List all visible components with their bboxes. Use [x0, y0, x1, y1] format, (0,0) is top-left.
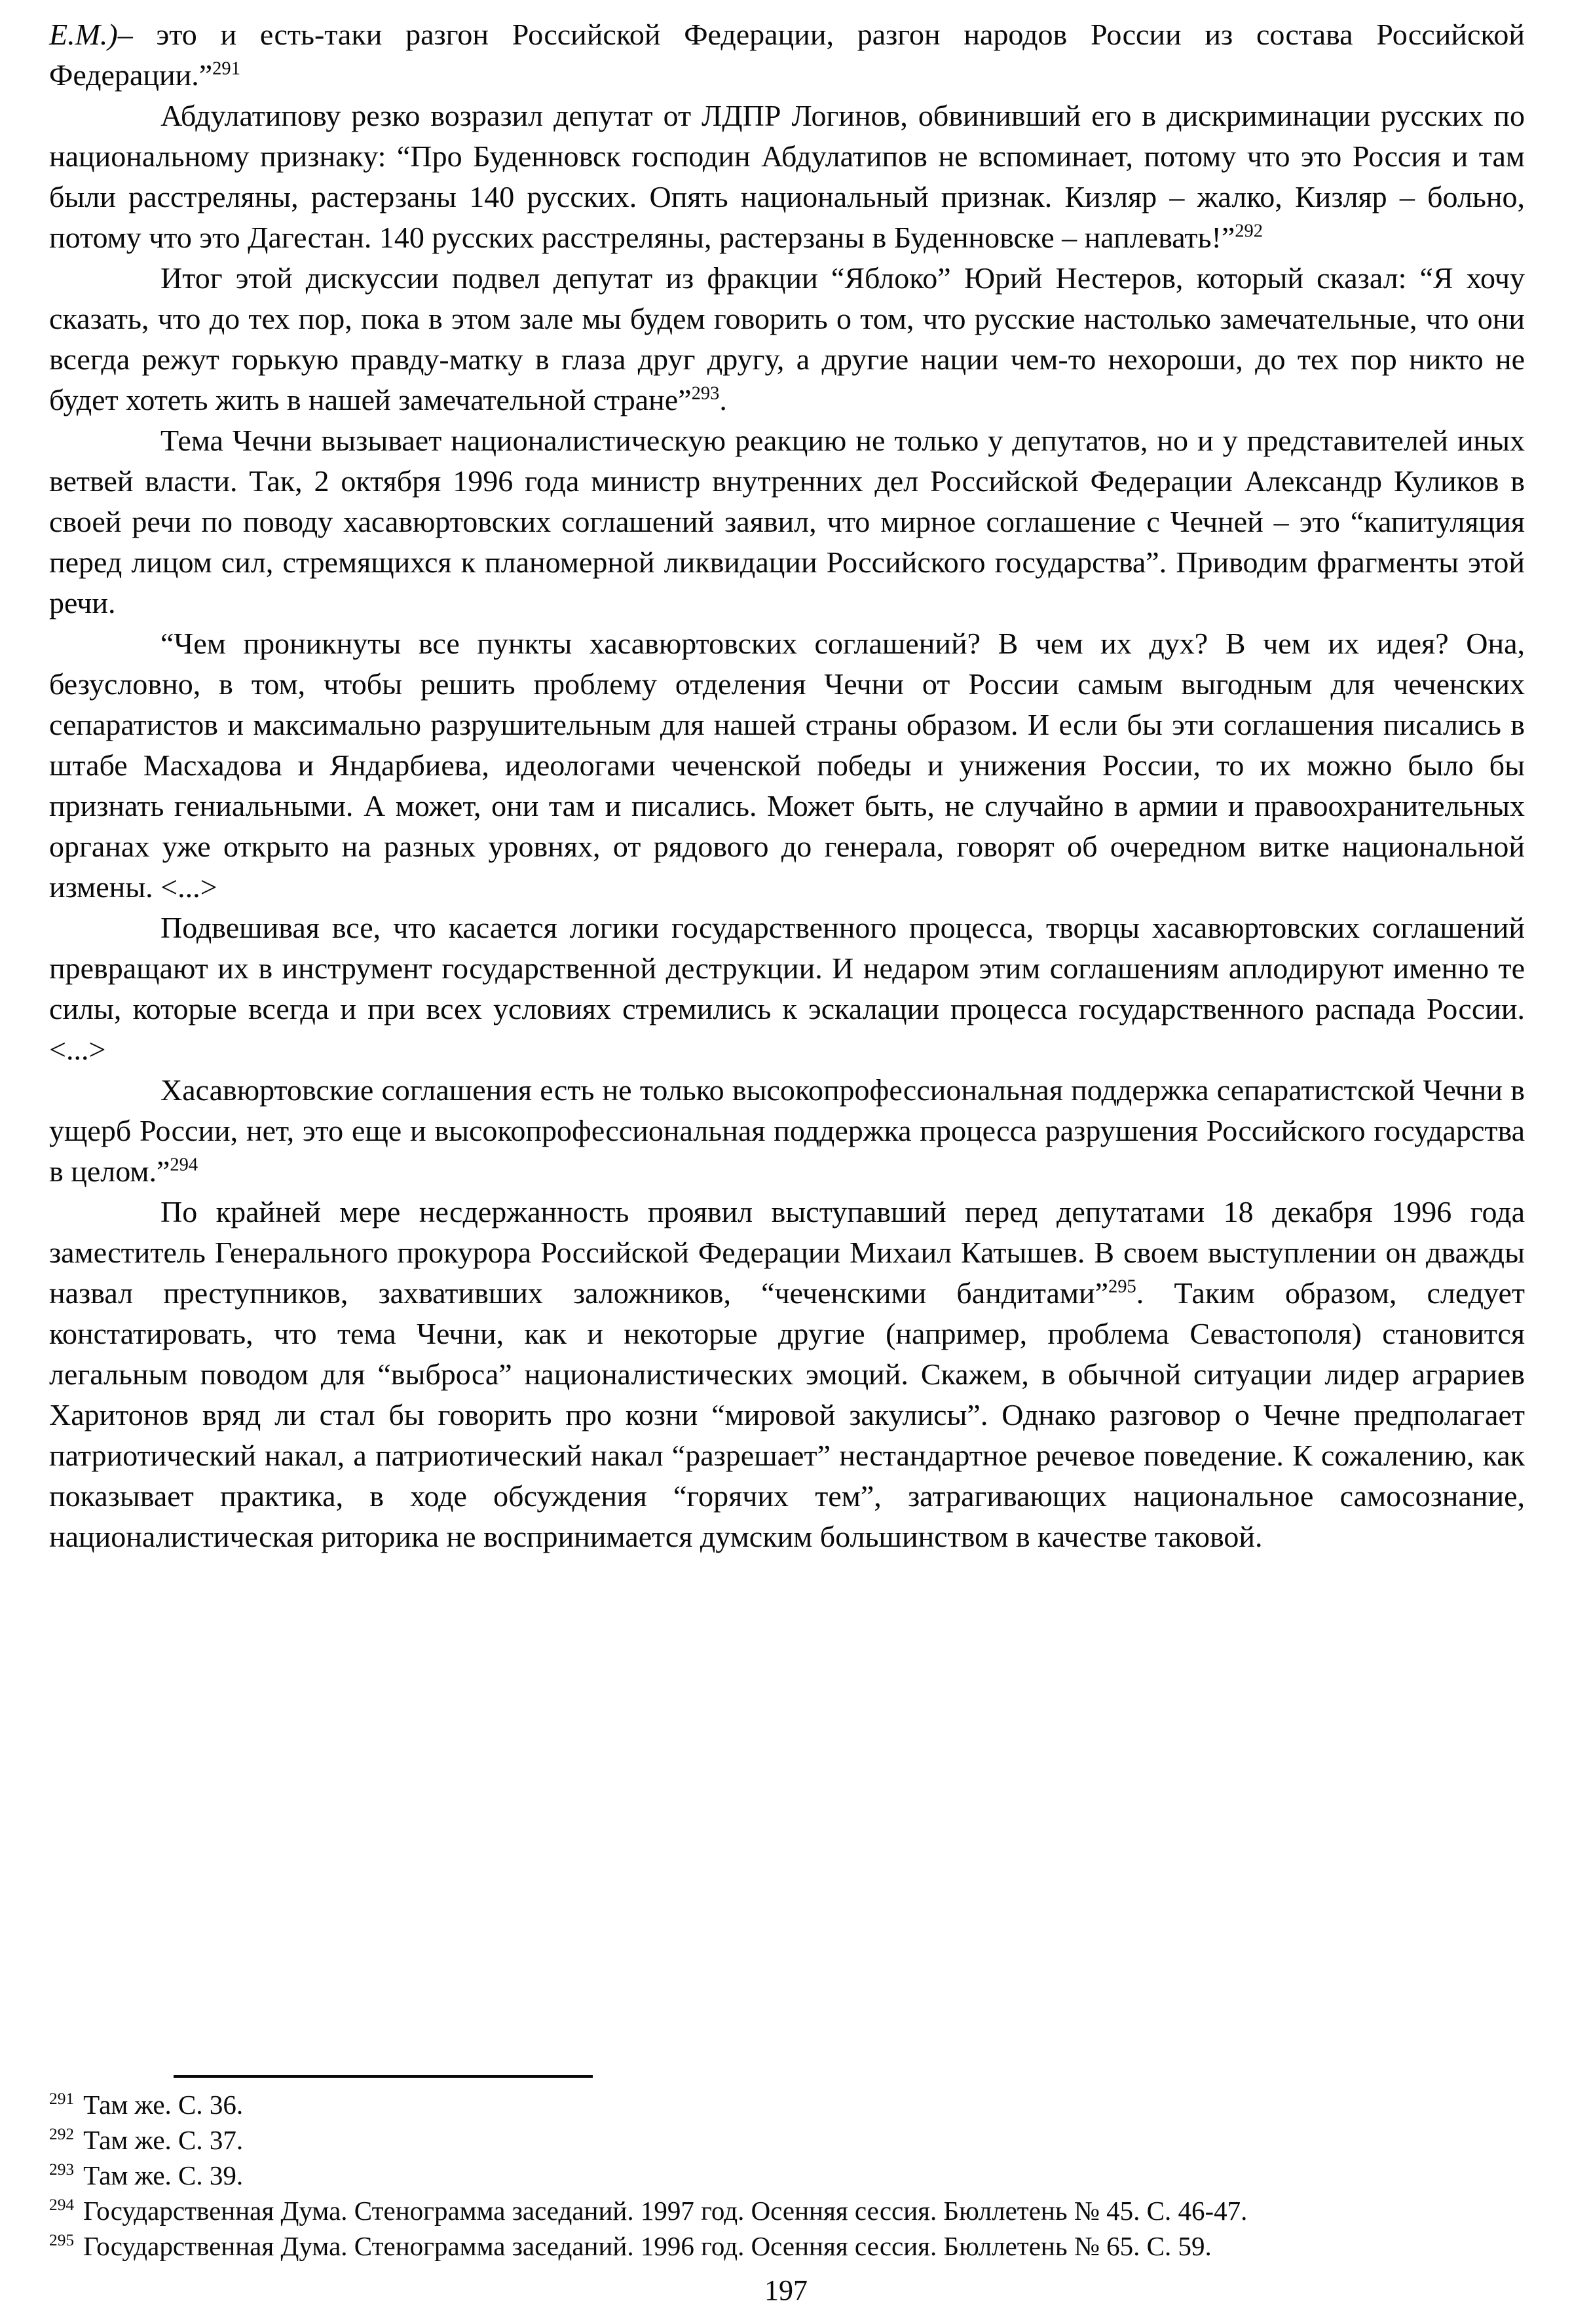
text-run: . — [719, 383, 727, 416]
footnote-number: 291 — [49, 2090, 75, 2109]
footnote-number: 295 — [49, 2231, 75, 2250]
italic-text: Е.М.) — [49, 18, 118, 51]
footnote-reference: 291 — [212, 58, 240, 79]
footnote-reference: 294 — [170, 1154, 198, 1175]
footnote-number: 294 — [49, 2196, 75, 2215]
footnote-reference: 292 — [1235, 221, 1263, 242]
text-run: Подвешивая все, что касается логики государственного процесса, творцы хасавюртовских соглашений превращают их в инструмент государственной деструкции. И недаром этим соглашениям аплодируют именно те силы, которые всегда и при всех условиях стремились к эскалации процесса государственного распада России. <...> — [49, 911, 1525, 1066]
paragraph — [49, 420, 1525, 623]
paragraph — [49, 96, 1525, 258]
footnote — [49, 2193, 1525, 2228]
paragraph — [49, 908, 1525, 1070]
text-run: По крайней мере несдержанность проявил выступавший перед депутатами 18 декабря 1996 года заместитель Генерального прокурора Российской Федерации Михаил Катышев. В своем выступлении он дважды назвал преступников, захвативших заложников, “чеченскими бандитами” — [49, 1195, 1525, 1310]
text-run: Абдулатипову резко возразил депутат от ЛДПР Логинов, обвинивший его в дискриминации русских по национальному признаку: “Про Буденновск господин Абдулатипов не вспоминает, потому что это Россия и там были расстреляны, растерзаны 140 русских. Опять национальный признак. Кизляр – жалко, Кизляр – больно, потому что это Дагестан. 140 русских расстреляны, растерзаны в Буденновске – наплевать!” — [49, 99, 1525, 254]
footnote-list — [49, 2087, 1525, 2264]
paragraph — [49, 1192, 1525, 1557]
footnote-text: Там же. С. 39. — [83, 2160, 244, 2190]
text-run: – это и есть-таки разгон Российской Федерации, разгон народов России из состава Российской Федерации.” — [49, 18, 1525, 92]
footnote-separator — [174, 2075, 593, 2078]
text-run: Хасавюртовские соглашения есть не только высокопрофессиональная поддержка сепаратистской Чечни в ущерб России, нет, это еще и высокопрофессиональная поддержка процесса разрушения Российского государства в целом.” — [49, 1073, 1525, 1188]
footnote-reference: 295 — [1108, 1276, 1136, 1297]
footnote — [49, 2158, 1525, 2193]
footnote-text: Государственная Дума. Стенограмма заседаний. 1996 год. Осенняя сессия. Бюллетень № 65. С. 59. — [83, 2231, 1212, 2261]
footnote-text: Там же. С. 36. — [83, 2090, 244, 2120]
text-run: Итог этой дискуссии подвел депутат из фракции “Яблоко” Юрий Нестеров, который сказал: “Я хочу сказать, что до тех пор, пока в этом зале мы будем говорить о том, что русские настолько замечательные, что они всегда режут горькую правду-матку в глаза друг другу, а другие нации чем-то нехороши, до тех пор никто не будет хотеть жить в нашей замечательной стране” — [49, 261, 1525, 416]
footnote-text: Государственная Дума. Стенограмма заседаний. 1997 год. Осенняя сессия. Бюллетень № 45. С. 46-47. — [83, 2196, 1248, 2226]
footnote-reference: 293 — [691, 383, 720, 404]
paragraph — [49, 14, 1525, 96]
footnote-number: 292 — [49, 2125, 75, 2144]
paragraph — [49, 258, 1525, 420]
text-run: Тема Чечни вызывает националистическую реакцию не только у депутатов, но и у представителей иных ветвей власти. Так, 2 октября 1996 года министр внутренних дел Российской Федерации Александр Куликов в своей речи по поводу хасавюртовских соглашений заявил, что мирное соглашение с Чечней – это “капитуляция перед лицом сил, стремящихся к планомерной ликвидации Российского государства”. Приводим фрагменты этой речи. — [49, 424, 1525, 619]
text-run: . Таким образом, следует констатировать, что тема Чечни, как и некоторые другие (например, проблема Севастополя) становится легальным поводом для “выброса” националистических эмоций. Скажем, в обычной ситуации лидер аграриев Харитонов вряд ли стал бы говорить про козни “мировой закулисы”. Однако разговор о Чечне предполагает патриотический накал, а патриотический накал “разрешает” нестандартное речевое поведение. К сожалению, как показывает практика, в ходе обсуждения “горячих тем”, затрагивающих национальное самосознание, националистическая риторика не воспринимается думским большинством в качестве таковой. — [49, 1276, 1525, 1553]
footnote — [49, 2228, 1525, 2264]
text-run: “Чем проникнуты все пункты хасавюртовских соглашений? В чем их дух? В чем их идея? Она, безусловно, в том, чтобы решить проблему отделения Чечни от России самым выгодным для чеченских сепаратистов и максимально разрушительным для нашей страны образом. И если бы эти соглашения писались в штабе Масхадова и Яндарбиева, идеологами чеченской победы и унижения России, то их можно было бы признать гениальными. А может, они там и писались. Может быть, не случайно в армии и правоохранительных органах уже открыто на разных уровнях, от рядового до генерала, говорят об очередном витке национальной измены. <...> — [49, 627, 1525, 904]
footnote-text: Там же. С. 37. — [83, 2125, 244, 2155]
footnote — [49, 2087, 1525, 2122]
paragraph — [49, 623, 1525, 908]
paragraph — [49, 1070, 1525, 1192]
main-text — [49, 14, 1525, 1557]
footnote — [49, 2122, 1525, 2158]
footnote-number: 293 — [49, 2160, 75, 2179]
footnote-area — [49, 2075, 1525, 2264]
page-number: 197 — [764, 2274, 808, 2306]
